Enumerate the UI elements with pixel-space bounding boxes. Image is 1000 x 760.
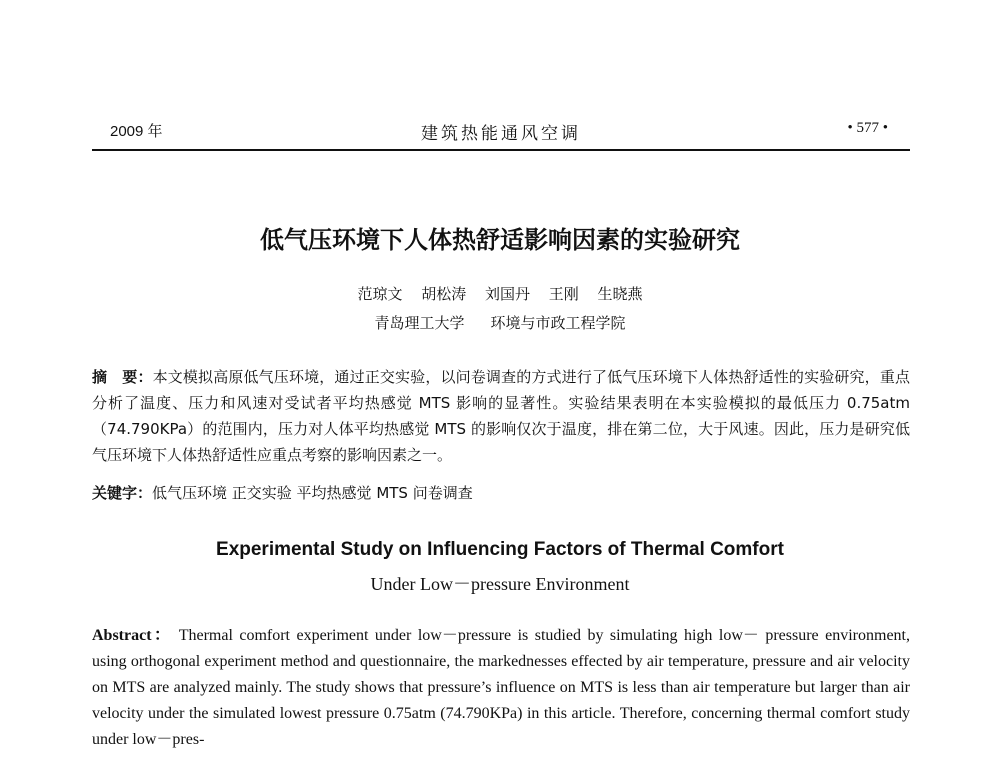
author-list: 范琼文 胡松涛 刘国丹 王刚 生晓燕 bbox=[357, 285, 643, 303]
chinese-abstract bbox=[92, 364, 910, 468]
chinese-keywords-label: 关键字： bbox=[92, 484, 153, 502]
header-page-number: • 577 • bbox=[847, 120, 888, 136]
header-rule bbox=[92, 149, 910, 151]
header-journal-name: 建筑热能通风空调 bbox=[421, 124, 581, 144]
english-title: Experimental Study on Influencing Factors of Thermal Comfort bbox=[216, 539, 784, 560]
chinese-keywords bbox=[92, 480, 910, 506]
english-abstract-text: Thermal comfort experiment under low－pressure is studied by simulating high low－ pressure environment, using orthogonal experiment method and questionnaire, the markednesses effected by air temperature, pressure and air velocity on MTS are analyzed mainly. The study shows that pressure’s influence on MTS is less than air temperature but larger than air velocity under the simulated lowest pressure 0.75atm (74.790KPa) in this article. Therefore, concerning thermal comfort study under low－pres- bbox=[92, 627, 911, 748]
chinese-title: 低气压环境下人体热舒适影响因素的实验研究 bbox=[260, 226, 740, 254]
affiliation-school: 环境与市政工程学院 bbox=[490, 314, 626, 332]
affiliation bbox=[0, 312, 1000, 333]
chinese-abstract-label: 摘 要： bbox=[92, 368, 153, 386]
english-abstract-label: Abstract： bbox=[92, 627, 173, 644]
page-header bbox=[92, 116, 910, 146]
english-subtitle: Under Low－pressure Environment bbox=[370, 574, 630, 594]
chinese-abstract-text: 本文模拟高原低气压环境，通过正交实验，以问卷调查的方式进行了低气压环境下人体热舒适性的实验研究，重点分析了温度、压力和风速对受试者平均热感觉 MTS 影响的显著性。实验结果表明在本实验模拟的最低压力 0.75atm（74.790KPa）的范围内，压力对人体平均热感觉 MTS 的影响仅次于温度，排在第二位，大于风速。因此，压力是研究低气压环境下人体热舒适性应重点考察的影响因素之一。 bbox=[92, 368, 910, 464]
english-abstract bbox=[92, 623, 910, 753]
chinese-keywords-text: 低气压环境 正交实验 平均热感觉 MTS 问卷调查 bbox=[152, 484, 473, 502]
affiliation-university: 青岛理工大学 bbox=[374, 314, 465, 332]
header-year: 2009 年 bbox=[110, 123, 163, 140]
